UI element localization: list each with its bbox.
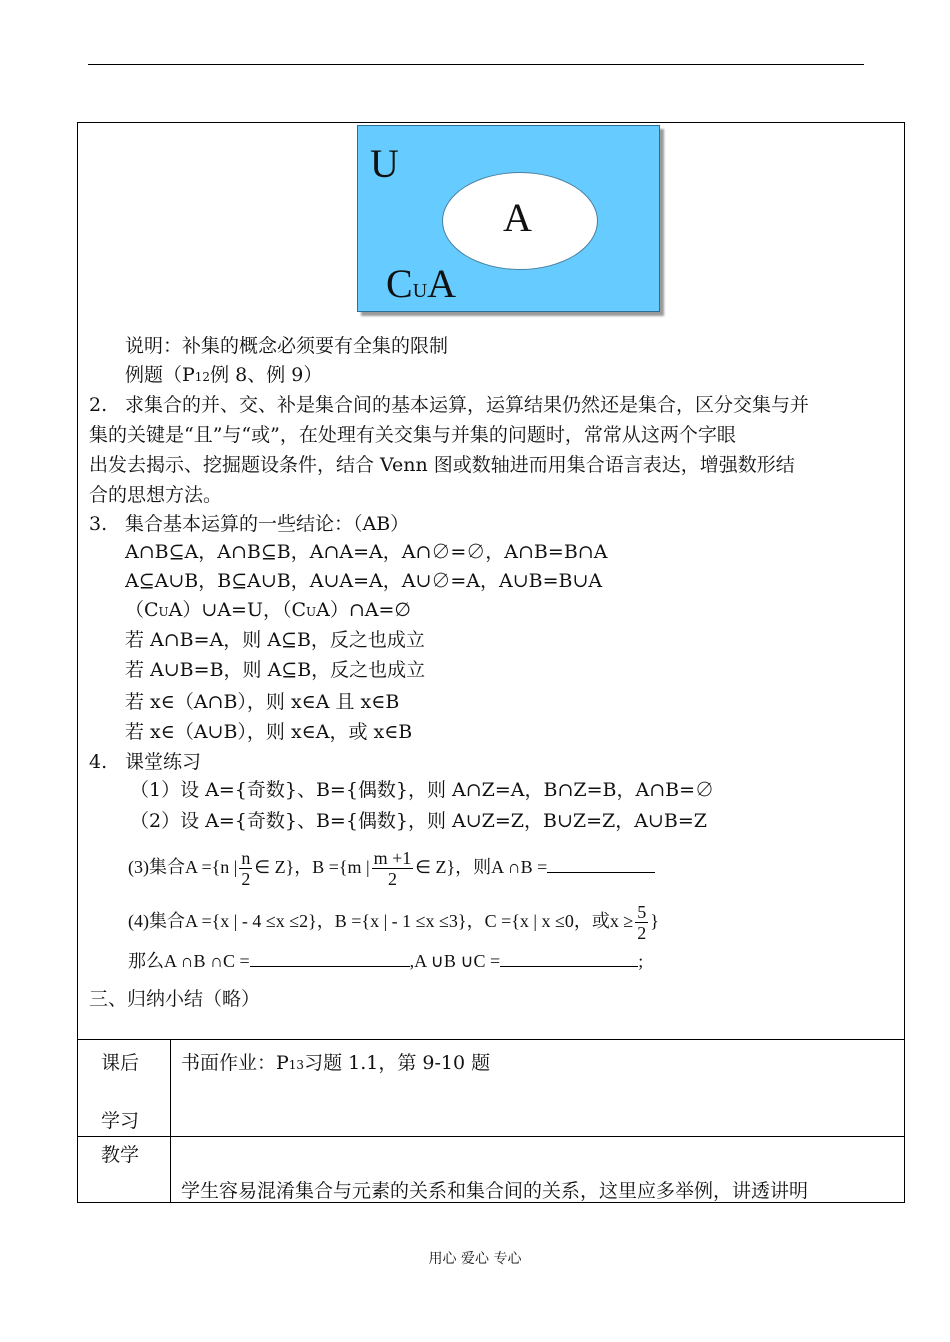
item-3-title: 集合基本运算的一些结论：（AB） (125, 513, 410, 535)
item-3-number: 3. (89, 513, 108, 535)
answer-blank (500, 966, 638, 967)
conclusion-if-line: 若 x∈（A∩B），则 x∈A 且 x∈B (125, 691, 400, 713)
header-rule (88, 64, 864, 65)
bottom-table (77, 1039, 905, 1203)
exercise-1: （1）设 A={奇数}、B={偶数}，则 A∩Z=A，B∩Z=B，A∩B=∅ (130, 779, 715, 801)
item-4-number: 4. (89, 751, 108, 773)
teaching-note: 学生容易混淆集合与元素的关系和集合间的关系，这里应多举例，讲透讲明 (181, 1180, 809, 1202)
answer-blank (250, 966, 410, 967)
conclusion-if-line: 若 A∪B=B，则 A⊆B，反之也成立 (125, 659, 426, 681)
conclusion-if-line: 若 x∈（A∪B），则 x∈A，或 x∈B (125, 721, 413, 743)
item-2-line: 求集合的并、交、补是集合间的基本运算，运算结果仍然还是集合，区分交集与并 (125, 394, 810, 416)
summary-heading: 三、归纳小结（略） (89, 988, 261, 1010)
item-4-title: 课堂练习 (125, 751, 202, 773)
row-label-homework-top: 课后 (101, 1052, 140, 1074)
universal-set-label: U (370, 141, 399, 186)
page-footer: 用心 爱心 专心 (428, 1251, 522, 1267)
complement-conclusion-line: （CUA）∪A=U，（CUA）∩A=∅ (125, 599, 411, 621)
exercise-4-answer-line: 那么A ∩B ∩C = ,A ∪B ∪C = ; (128, 951, 644, 971)
item-2-line: 出发去揭示、挖掘题设条件，结合 Venn 图或数轴进而用集合语言表达，增强数形结 (89, 454, 795, 476)
fraction: $\frac{n}{2}$ (241, 848, 251, 890)
note-text: 说明：补集的概念必须要有全集的限制 (125, 335, 449, 357)
item-2-number: 2. (89, 394, 108, 416)
item-2-line: 合的思想方法。 (89, 484, 223, 506)
example-text: 例题（P12例 8、例 9） (125, 364, 323, 386)
exercise-3: (3)集合A ={n | $\frac{n}{2}$ ∈ Z}，B ={m | $\frac{m +1}{2}$ ∈ Z}，则A ∩B = (128, 847, 655, 889)
fraction: $\frac{m +1}{2}$ (373, 848, 412, 890)
conclusion-line: A⊆A∪B，B⊆A∪B，A∪A=A，A∪∅=A，A∪B=B∪A (125, 570, 603, 592)
fraction: $\frac{5}{2}$ (637, 902, 647, 944)
homework-text: 书面作业：P13习题 1.1，第 9-10 题 (181, 1052, 491, 1074)
row-label-homework-bottom: 学习 (101, 1110, 140, 1132)
item-2-line: 集的关键是“且”与“或”，在处理有关交集与并集的问题时，常常从这两个字眼 (89, 424, 736, 446)
complement-label: CUA (386, 261, 457, 306)
conclusion-if-line: 若 A∩B=A，则 A⊆B，反之也成立 (125, 629, 425, 651)
venn-diagram (357, 125, 660, 312)
conclusion-line: A∩B⊆A，A∩B⊆B，A∩A=A，A∩∅=∅，A∩B=B∩A (125, 541, 608, 563)
row-label-teaching: 教学 (101, 1144, 140, 1166)
exercise-2: （2）设 A={奇数}、B={偶数}，则 A∪Z=Z，B∪Z=Z，A∪B=Z (130, 810, 707, 832)
answer-blank (547, 872, 655, 873)
set-a-label: A (503, 195, 532, 240)
exercise-4: (4)集合A ={x | - 4 ≤x ≤2}，B ={x | - 1 ≤x ≤3}，C ={x | x ≤0，或x ≥ $\frac{5}{2}$ } (128, 902, 659, 944)
